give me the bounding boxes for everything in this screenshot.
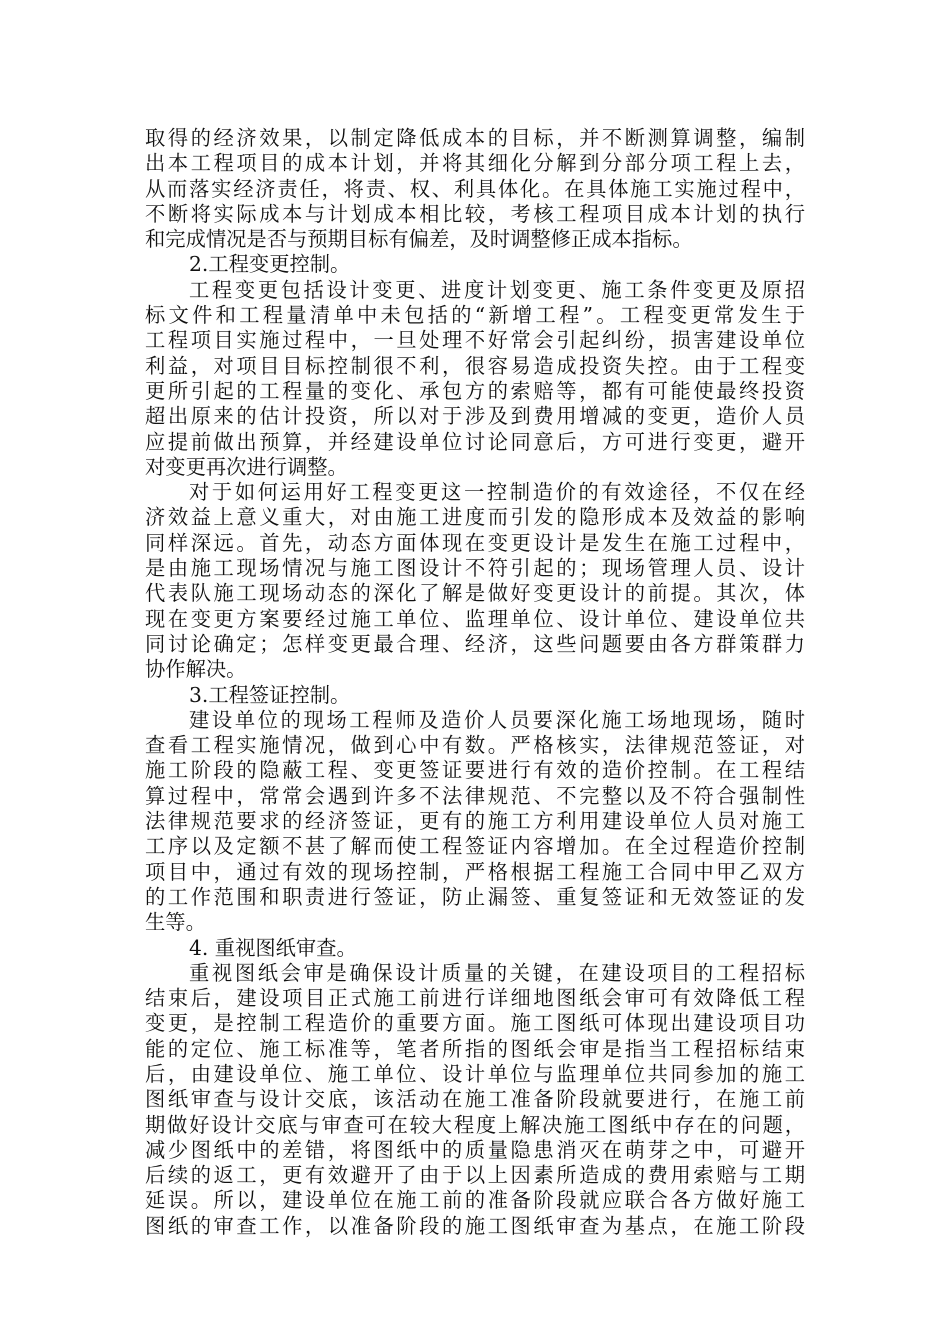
text-line: 的工作范围和职责进行签证，防止漏签、重复签证和无效签证的发	[145, 884, 805, 909]
text-line: 减少图纸中的差错，将图纸中的质量隐患消灭在萌芽之中，可避开	[145, 1137, 805, 1162]
text-line: 应提前做出预算，并经建设单位讨论同意后，方可进行变更，避开	[145, 429, 805, 454]
text-line: 项目中，通过有效的现场控制，严格根据工程施工合同中甲乙双方	[145, 859, 805, 884]
text-line: 利益，对项目目标控制很不利，很容易造成投资失控。由于工程变	[145, 353, 805, 378]
text-line: 济效益上意义重大，对由施工进度而引发的隐形成本及效益的影响	[145, 505, 805, 530]
text-line: 从而落实经济责任，将责、权、利具体化。在具体施工实施过程中，	[145, 176, 805, 201]
text-line: 代表队施工现场动态的深化了解是做好变更设计的前提。其次，体	[145, 581, 805, 606]
text-line: 建设单位的现场工程师及造价人员要深化施工场地现场，随时	[189, 707, 805, 732]
text-line: 法律规范要求的经济签证，更有的施工方利用建设单位人员对施工	[145, 809, 805, 834]
text-line: 标文件和工程量清单中未包括的“新增工程”。工程变更常发生于	[145, 303, 805, 328]
text-line: 图纸审查与设计交底，该活动在施工准备阶段就要进行，在施工前	[145, 1087, 805, 1112]
text-line: 超出原来的估计投资，所以对于涉及到费用增减的变更，造价人员	[145, 404, 805, 429]
text-line: 4. 重视图纸审查。	[189, 935, 357, 960]
text-line: 结束后，建设项目正式施工前进行详细地图纸会审可有效降低工程	[145, 986, 805, 1011]
text-line: 现在变更方案要经过施工单位、监理单位、设计单位、建设单位共	[145, 606, 805, 631]
text-line: 重视图纸会审是确保设计质量的关键，在建设项目的工程招标	[189, 960, 805, 985]
text-line: 算过程中，常常会遇到许多不法律规范、不完整以及不符合强制性	[145, 783, 805, 808]
text-line: 是由施工现场情况与施工图设计不符引起的；现场管理人员、设计	[145, 556, 805, 581]
text-line: 工序以及定额不甚了解而使工程签证内容增加。在全过程造价控制	[145, 834, 805, 859]
text-line: 后续的返工，更有效避开了由于以上因素所造成的费用索赔与工期	[145, 1163, 805, 1188]
text-line: 后，由建设单位、施工单位、设计单位与监理单位共同参加的施工	[145, 1061, 805, 1086]
text-line: 3.工程签证控制。	[189, 682, 351, 707]
text-line: 同讨论确定；怎样变更最合理、经济，这些问题要由各方群策群力	[145, 631, 805, 656]
text-line: 施工阶段的隐蔽工程、变更签证要进行有效的造价控制。在工程结	[145, 758, 805, 783]
text-line: 延误。所以，建设单位在施工前的准备阶段就应联合各方做好施工	[145, 1188, 805, 1213]
document-body	[145, 126, 805, 1239]
text-line: 生等。	[145, 910, 206, 935]
text-line: 工程变更包括设计变更、进度计划变更、施工条件变更及原招	[189, 277, 805, 302]
text-line: 工程项目实施过程中，一旦处理不好常会引起纠纷，损害建设单位	[145, 328, 805, 353]
text-line: 不断将实际成本与计划成本相比较，考核工程项目成本计划的执行	[145, 201, 805, 226]
text-line: 能的定位、施工标准等，笔者所指的图纸会审是指当工程招标结束	[145, 1036, 805, 1061]
text-line: 2.工程变更控制。	[189, 252, 351, 277]
text-line: 对于如何运用好工程变更这一控制造价的有效途径，不仅在经	[189, 480, 805, 505]
text-line: 对变更再次进行调整。	[145, 454, 348, 479]
text-line: 同样深远。首先，动态方面体现在变更设计是发生在施工过程中，	[145, 530, 805, 555]
text-line: 图纸的审查工作，以准备阶段的施工图纸审查为基点，在施工阶段	[145, 1213, 805, 1238]
text-line: 和完成情况是否与预期目标有偏差，及时调整修正成本指标。	[145, 227, 693, 252]
text-line: 取得的经济效果，以制定降低成本的目标，并不断测算调整，编制	[145, 126, 805, 150]
text-line: 变更，是控制工程造价的重要方面。施工图纸可体现出建设项目功	[145, 1011, 805, 1036]
text-line: 更所引起的工程量的变化、承包方的索赔等，都有可能使最终投资	[145, 378, 805, 403]
text-line: 出本工程项目的成本计划，并将其细化分解到分部分项工程上去，	[145, 151, 805, 176]
text-line: 期做好设计交底与审查可在较大程度上解决施工图纸中存在的问题，	[145, 1112, 805, 1137]
text-line: 协作解决。	[145, 657, 247, 682]
text-line: 查看工程实施情况，做到心中有数。严格核实，法律规范签证，对	[145, 733, 805, 758]
